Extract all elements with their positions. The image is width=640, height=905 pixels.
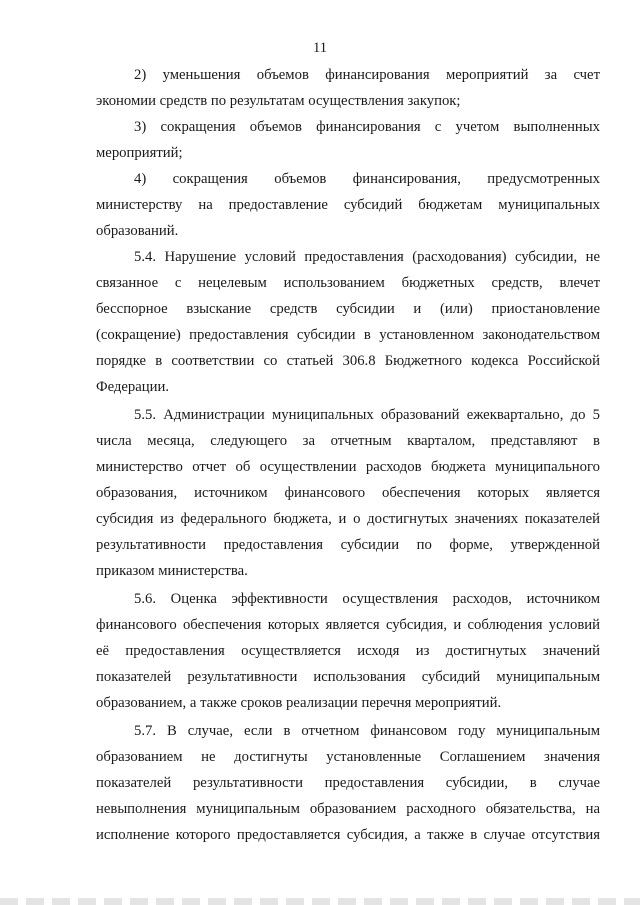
text-line: образованием, а также сроков реализации перечня мероприятий. [96,695,502,711]
text-line: Федерации. [96,379,170,395]
text-line: исполнение которого предоставляется субсидия, а также в случае отсутствия [96,827,600,843]
text-line: порядке в соответствии со статьей 306.8 Бюджетного кодекса Российской [96,353,600,369]
text-line: 2) уменьшения объемов финансирования мероприятий за счет [134,67,600,83]
text-line: связанное с нецелевым использованием бюджетных средств, влечет [96,275,600,291]
text-line: 3) сокращения объемов финансирования с учетом выполненных [134,119,600,135]
text-line: экономии средств по результатам осуществления закупок; [96,93,461,109]
text-line: результативности предоставления субсидии по форме, утвержденной [96,537,600,553]
text-line: (сокращение) предоставления субсидии в установленном законодательством [96,327,600,343]
text-line: 4) сокращения объемов финансирования, предусмотренных [134,171,600,187]
page-number: 11 [313,40,327,56]
text-line: 5.6. Оценка эффективности осуществления расходов, источником [134,591,600,607]
text-line: образованием не достигнуты установленные Соглашением значения [96,749,600,765]
text-line: министерство отчет об осуществлении расходов бюджета муниципального [96,459,600,475]
text-line: её предоставления осуществляется исходя из достигнутых значений [96,643,600,659]
text-line: 5.4. Нарушение условий предоставления (расходования) субсидии, не [134,249,600,265]
text-line: министерству на предоставление субсидий бюджетам муниципальных [96,197,600,213]
text-line: невыполнения муниципальным образованием расходного обязательства, на [96,801,600,817]
text-line: 5.7. В случае, если в отчетном финансовом году муниципальным [134,723,600,739]
text-line: бесспорное взыскание средств субсидии и (или) приостановление [96,301,600,317]
text-line: образований. [96,223,179,239]
text-line: числа месяца, следующего за отчетным кварталом, представляют в [96,433,600,449]
text-line: 5.5. Администрации муниципальных образований ежеквартально, до 5 [134,407,600,423]
text-line: субсидия из федерального бюджета, и о достигнутых значениях показателей [96,511,600,527]
scan-artifact [0,898,640,905]
text-line: приказом министерства. [96,563,248,579]
text-line: финансового обеспечения которых является субсидия, и соблюдения условий [96,617,600,633]
text-line: показателей результативности использования субсидий муниципальным [96,669,600,685]
text-line: образования, источником финансового обеспечения которых является [96,485,600,501]
text-line: показателей результативности предоставления субсидии, в случае [96,775,600,791]
text-line: мероприятий; [96,145,183,161]
